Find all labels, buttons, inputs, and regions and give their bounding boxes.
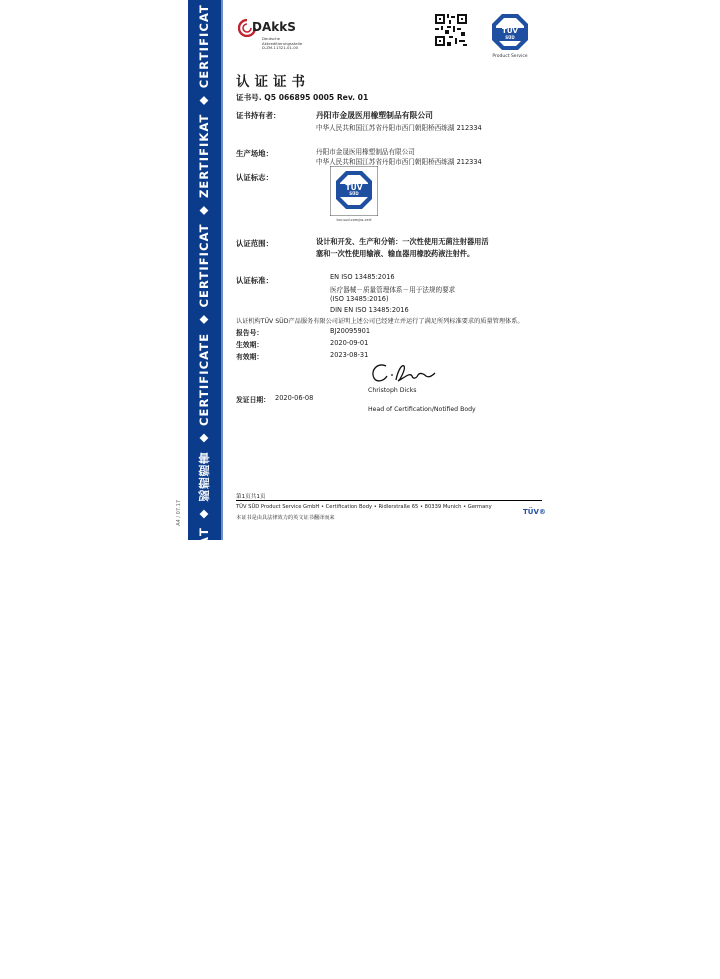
footer-note: 本证书是由具法律效力的英文证书翻译而来 [236, 515, 335, 521]
dakks-line: D-ZM-11321-01-00 [262, 45, 299, 51]
tuv-logo-bottom: SÜD [505, 35, 515, 40]
standards-label: 认证标准： [236, 276, 273, 285]
footer-divider [236, 500, 542, 501]
certificate-number: 证书号. Q5 066895 0005 Rev. 01 [236, 93, 369, 102]
page-indicator: 第1页共1页 [236, 494, 266, 500]
scope-label: 认证范围： [236, 239, 273, 248]
certification-statement: 认证机构TÜV SÜD产品服务有限公司证明上述公司已经建立并运行了满足所列标准要求的质量管理体系。 [236, 318, 524, 325]
standard-item: (ISO 13485:2016) [330, 295, 389, 303]
scope-line-1: 设计和开发、生产和分销：一次性使用无菌注射器用活 [316, 237, 489, 246]
mark-top: TÜV [345, 183, 363, 192]
scope-line-2: 塞和一次性使用输液、输血器用橡胶药液注射件。 [316, 249, 475, 258]
signature [368, 360, 438, 386]
issue-date-label: 发证日期： [236, 396, 270, 404]
footer-brand: TÜV® [523, 508, 546, 516]
holder-label: 证书持有者： [236, 111, 281, 120]
valid-from-value: 2020-09-01 [330, 339, 369, 347]
valid-from-label: 生效期： [236, 341, 264, 349]
certificate-band [188, 0, 223, 979]
form-code: A4 / 07.17 [176, 500, 182, 526]
tuv-logo-caption: Product Service [492, 54, 528, 59]
valid-until-label: 有效期： [236, 353, 264, 361]
standard-item: EN ISO 13485:2016 [330, 273, 395, 281]
tuv-logo-top: TÜV [502, 27, 518, 35]
dakks-line: Deutsche [262, 36, 280, 41]
qr-code-icon [435, 14, 467, 46]
certificate-title: 认证证书 [236, 74, 310, 90]
holder-name: 丹阳市金晟医用橡塑制品有限公司 [316, 111, 433, 120]
facility-name: 丹阳市金晟医用橡塑制品有限公司 [316, 148, 415, 156]
signature-icon [368, 360, 438, 386]
report-value: BJ20095901 [330, 327, 371, 335]
report-label: 报告号： [236, 329, 264, 337]
certification-mark [330, 166, 378, 222]
signer-title: Head of Certification/Notified Body [368, 406, 476, 413]
valid-until-value: 2023-08-31 [330, 351, 369, 359]
mark-bottom: SÜD [349, 191, 359, 196]
dakks-line: Akkreditierungsstelle [262, 40, 303, 46]
dakks-name: DAkkS [252, 20, 296, 34]
tuv-logo [488, 13, 532, 65]
standard-item: DIN EN ISO 13485:2016 [330, 306, 409, 314]
qr-code [435, 14, 467, 46]
footer-company: TÜV SÜD Product Service GmbH • Certification Body • Ridlerstraße 65 • 80339 Munich • Germany [236, 504, 492, 510]
facility-address: 中华人民共和国江苏省丹阳市西门朝阳桥西练湖 212334 [316, 158, 482, 166]
mark-label: 认证标志： [236, 173, 273, 182]
holder-address: 中华人民共和国江苏省丹阳市西门朝阳桥西练湖 212334 [316, 124, 482, 132]
facility-label: 生产场地： [236, 149, 273, 158]
signer-name: Christoph Dicks [368, 387, 417, 394]
band-text: CERTIFICATE ◆ CERTIFICADO ◆ ZERTIFIKAT ◆ СЕРТИФИКАТ ◆ 認證證書 ◆ CERTIFICATE ◆ CERTIFICAT ◆ ZERTIFIKAT ◆ CERTIFICAT [197, 4, 211, 979]
mark-url: tuv-sud.com/ps-cert [336, 218, 372, 222]
dakks-logo [238, 17, 318, 53]
standard-item: 医疗器械－质量管理体系－用于法规的要求 [330, 286, 456, 294]
issue-date-value: 2020-06-08 [275, 394, 314, 402]
